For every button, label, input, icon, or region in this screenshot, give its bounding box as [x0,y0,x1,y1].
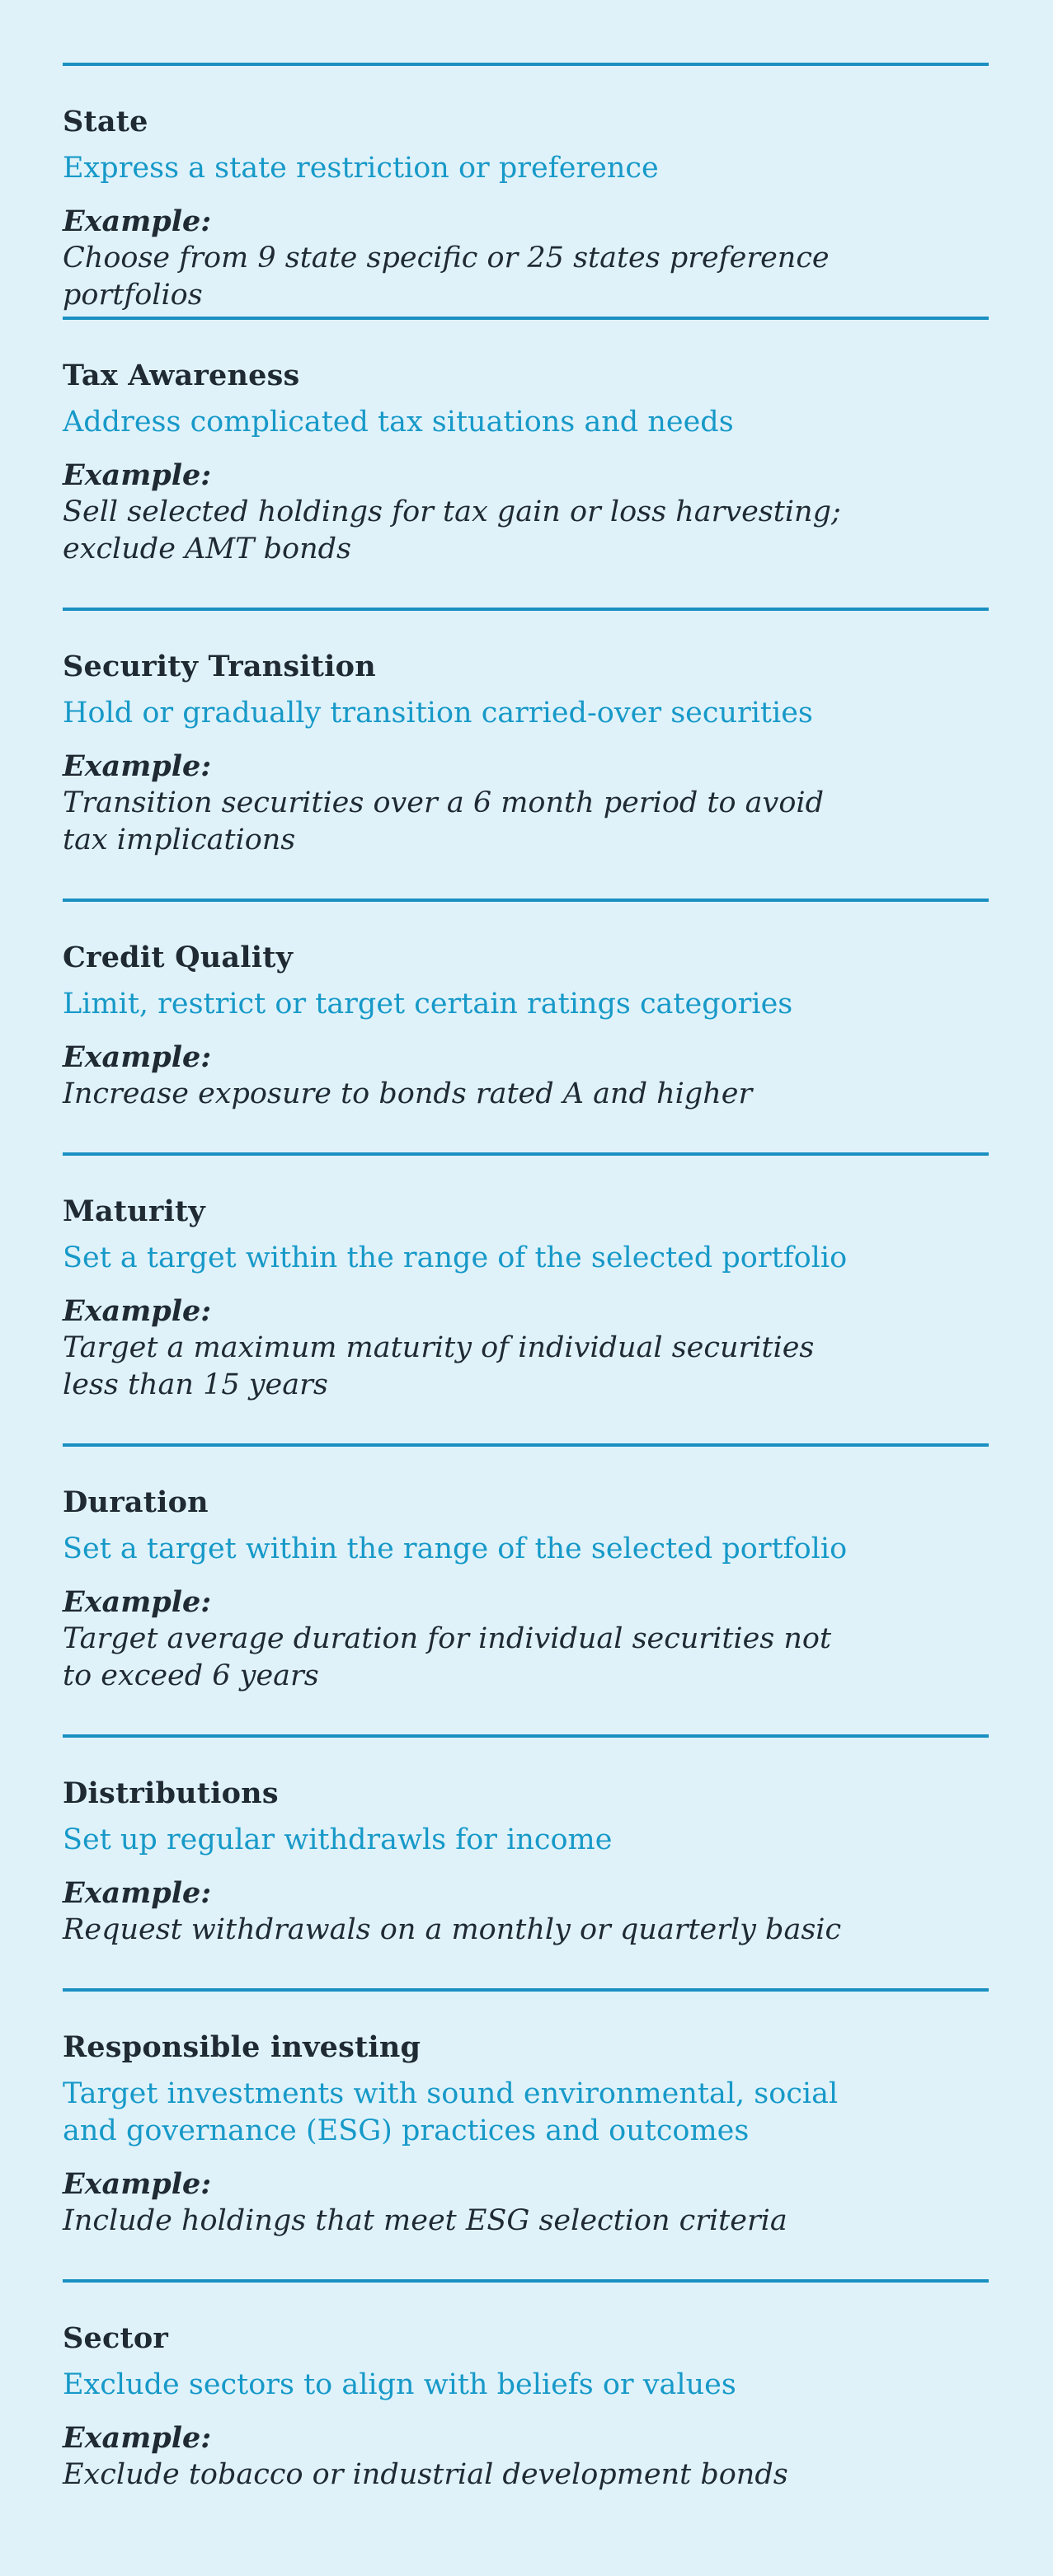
example-text: Target average duration for individual securities not to exceed 6 years [63,1622,832,1692]
example-text: Increase exposure to bonds rated A and higher [63,1077,753,1110]
example-label: Example: [63,1040,212,1074]
example-text: Exclude tobacco or industrial development bonds [63,2458,788,2491]
example-text: Target a maximum maturity of individual securities less than 15 years [63,1331,815,1401]
section-description: Express a state restriction or preference [63,152,659,185]
example-label: Example: [63,2167,212,2201]
example-label: Example: [63,2421,212,2455]
section-duration [63,1443,989,1734]
example-label: Example: [63,1876,212,1910]
section-description: Address complicated tax situations and needs [63,406,734,439]
example-label: Example: [63,458,212,492]
section-sector [63,2279,989,2533]
example-text: Include holdings that meet ESG selection criteria [63,2204,787,2237]
section-security-transition [63,608,989,899]
section-description: Exclude sectors to align with beliefs or values [63,2368,736,2401]
section-title: Duration [63,1485,209,1519]
section-state [63,63,989,317]
section-description: Target investments with sound environmental, social and governance (ESG) practices and outcomes [63,2077,839,2147]
section-description: Set a target within the range of the selected portfolio [63,1241,848,1274]
section-description: Set up regular withdrawls for income [63,1823,613,1856]
example-text: Choose from 9 state specific or 25 states preference portfolios [63,242,830,312]
example-label: Example: [63,204,212,238]
section-credit-quality [63,899,989,1152]
example-text: Transition securities over a 6 month period to avoid tax implications [63,786,824,856]
section-distributions [63,1734,989,1988]
section-title: Tax Awareness [63,359,300,392]
section-description: Limit, restrict or target certain ratings categories [63,988,793,1021]
example-label: Example: [63,1294,212,1328]
section-responsible-investing [63,1988,989,2279]
section-title: Credit Quality [63,941,294,974]
section-title: Maturity [63,1194,205,1228]
example-label: Example: [63,749,212,783]
section-tax-awareness [63,317,989,608]
example-label: Example: [63,1585,212,1619]
example-text: Sell selected holdings for tax gain or loss harvesting; exclude AMT bonds [63,495,841,565]
section-title: Sector [63,2321,169,2355]
example-text: Request withdrawals on a monthly or quarterly basic [63,1913,842,1946]
section-title: Distributions [63,1776,279,1810]
section-title: Responsible investing [63,2030,421,2064]
section-title: Security Transition [63,650,376,683]
section-maturity [63,1152,989,1443]
section-title: State [63,105,148,138]
section-description: Hold or gradually transition carried-over securities [63,697,813,730]
section-description: Set a target within the range of the selected portfolio [63,1532,848,1565]
